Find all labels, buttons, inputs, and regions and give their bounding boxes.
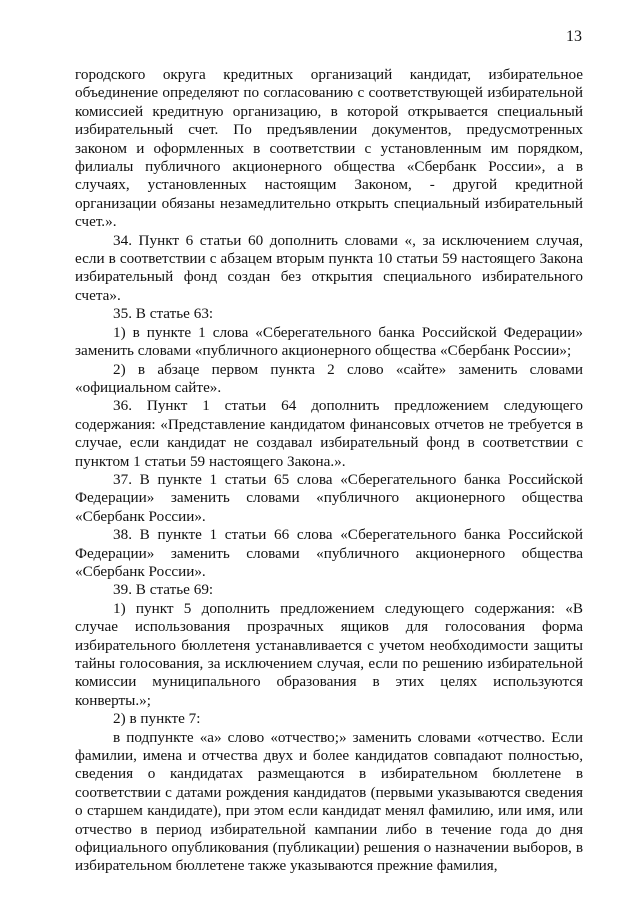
document-body [75,66,583,876]
paragraph: 2) в абзаце первом пункта 2 слово «сайте» заменить словами «официальном сайте». [75,360,583,396]
paragraph: в подпункте «а» слово «отчество;» заменить словами «отчество. Если фамилии, имена и отчества двух и более кандидатов совпадают полностью, сведения о кандидатах размещаются в избирательном бюллетене в соответствии с датами рождения кандидатов (первыми указываются сведения о старшем кандидате), при этом если кандидат менял фамилию, или имя, или отчество в период избирательной кампании либо в течение года до дня официального опубликования (публикации) решения о назначении выборов, в избирательном бюллетене также указываются прежние фамилия, [75,728,583,875]
paragraph: 36. Пункт 1 статьи 64 дополнить предложением следующего содержания: «Представление кандидатом финансовых отчетов не требуется в случае, если кандидат не создавал избирательный фонд в соответствии с пунктом 1 статьи 59 настоящего Закона.». [75,397,583,470]
paragraph: 39. В статье 69: [113,581,214,599]
paragraph: 1) в пункте 1 слова «Сберегательного банка Российской Федерации» заменить словами «публичного акционерного общества «Сбербанк России»; [75,323,583,360]
paragraph: 34. Пункт 6 статьи 60 дополнить словами «, за исключением случая, если в соответствии с абзацем вторым пункта 10 статьи 59 настоящего Закона избирательный фонд создан без открытия специального избирательного счета». [75,231,583,304]
paragraph: 38. В пункте 1 статьи 66 слова «Сберегательного банка Российской Федерации» заменить словами «публичного акционерного общества «Сбербанк России». [75,526,583,580]
paragraph: городского округа кредитных организаций кандидат, избирательное объединение определяют по согласованию с соответствующей избирательной комиссией кредитную организацию, в которой открывается специальный избирательный счет. По предъявлении документов, предусмотренных законом и оформленных в соответствии с установленным им порядком, филиалы публичного акционерного общества «Сбербанк России», а в случаях, установленных настоящим Законом, - другой кредитной организации обязаны незамедлительно открыть специальный избирательный счет.». [75,66,583,231]
page-number: 13 [566,28,582,45]
paragraph: 1) пункт 5 дополнить предложением следующего содержания: «В случае использования прозрачных ящиков для голосования форма избирательного бюллетеня устанавливается с учетом необходимости защиты тайны голосования, за исключением случая, если по решению избирательной комиссии муниципального образования в этих целях используются конверты.»; [75,599,583,709]
paragraph: 2) в пункте 7: [113,710,201,728]
paragraph: 35. В статье 63: [113,305,214,323]
paragraph: 37. В пункте 1 статьи 65 слова «Сберегательного банка Российской Федерации» заменить словами «публичного акционерного общества «Сбербанк России». [75,470,583,525]
